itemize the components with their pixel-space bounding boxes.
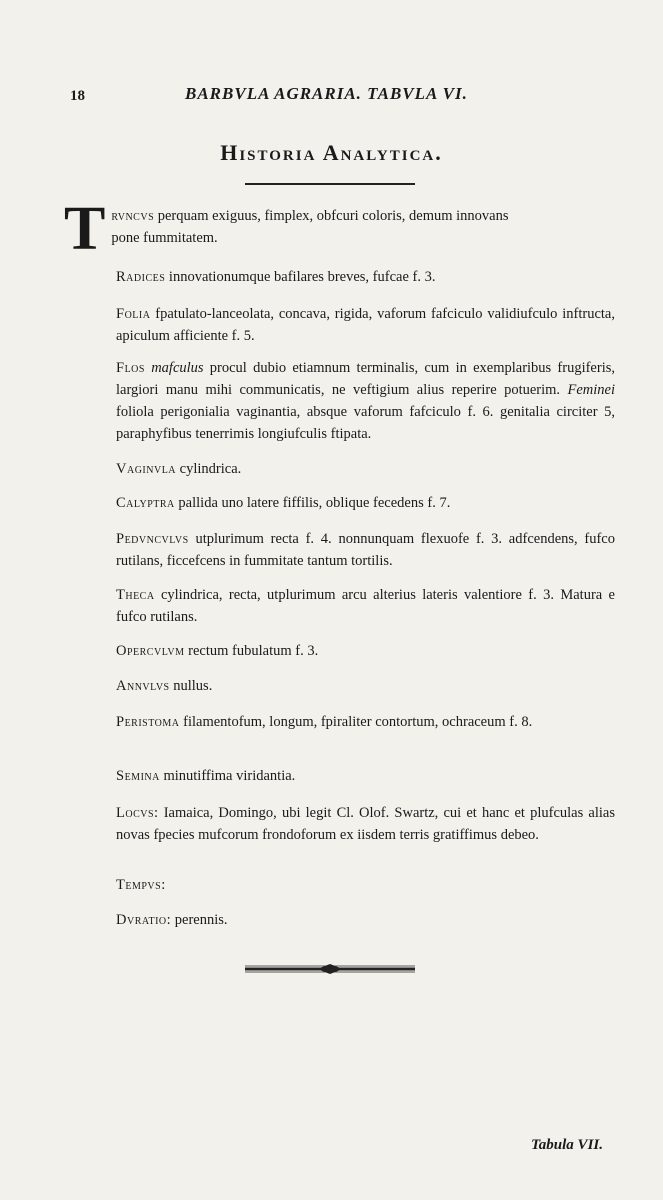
entry-text: innovationumque bafilares breves, fufcae f. 3. (165, 269, 436, 285)
entry-term: Semina (116, 768, 160, 784)
entry-locvs (64, 802, 615, 846)
title-rule (245, 183, 415, 185)
running-title: BARBVLA AGRARIA. TABVLA VI. (185, 84, 468, 103)
entry-theca (64, 584, 615, 628)
entry-pedvncvlvs (64, 528, 615, 572)
ornament-rule (245, 963, 415, 975)
drop-cap: T (64, 195, 106, 263)
entry-text: rectum fubulatum f. 3. (184, 643, 319, 659)
entry-vaginvla (64, 458, 615, 480)
entry-opercvlvm (64, 640, 615, 662)
entry-annvlvs (64, 675, 615, 697)
entry-term: Flos (116, 360, 145, 376)
entry-term: Peristoma (116, 714, 180, 730)
entry-term: Tempvs: (116, 877, 166, 893)
entry-term: Opercvlvm (116, 643, 185, 659)
entry-term: Folia (116, 306, 151, 322)
entry-term: Dvratio: (116, 912, 172, 928)
entry-italic: mafculus (144, 360, 204, 376)
entry-term: Calyptra (116, 495, 175, 511)
entry-text: utplurimum recta f. 4. nonnunquam flexuofe f. 3. adfcendens, fufco rutilans, ficcefcens in fummitate tantum tortilis. (116, 531, 615, 569)
entry-text: cylindrica. (176, 461, 242, 477)
entry-term: Pedvncvlvs (116, 531, 189, 547)
entry-semina (64, 765, 615, 787)
entry-calyptra (64, 492, 615, 514)
entry-text: filamentofum, longum, fpiraliter contortum, ochraceum f. 8. (179, 714, 533, 730)
entry-text-2: foliola perigonialia vaginantia, absque vaforum fafciculo f. 6. genitalia circiter 5, paraphyfibus tenerrimis longiufculis ftipata. (116, 404, 615, 442)
entry-text: perennis. (171, 912, 228, 928)
entry-term: Annvlvs (116, 678, 170, 694)
entry-term: Vaginvla (116, 461, 177, 477)
entry-term: rvncvs (111, 208, 155, 224)
entry-text: fpatulato-lanceolata, concava, rigida, vaforum fafciculo validiufculo inftructa, apiculum afficiente f. 5. (116, 306, 615, 344)
entry-dvratio (64, 909, 615, 931)
page-number: 18 (70, 88, 85, 104)
entry-text: procul dubio etiamnum terminalis, cum in exemplaribus frugiferis, largiori manu mihi communicatis, ne veftigium alius reperire potuerim. (116, 360, 615, 398)
entry-text: minutiffima viridantia. (159, 768, 296, 784)
running-head (70, 84, 603, 108)
catchword: Tabula VII. (531, 1137, 603, 1153)
entry-term: Radices (116, 269, 166, 285)
entry-text: cylindrica, recta, utplurimum arcu alterius lateris valentiore f. 3. Matura e fufco rutilans. (116, 587, 615, 625)
entry-text: Iamaica, Domingo, ubi legit Cl. Olof. Swartz, cui et hanc et plufculas alias novas fpecies mufcorum frondoforum ex iisdem terris gratiffimus debeo. (116, 805, 615, 843)
entry-folia (64, 303, 615, 347)
entry-term: Locvs: (116, 805, 159, 821)
entry-peristoma (64, 711, 615, 733)
section-title: Historia Analytica. (220, 140, 443, 165)
entry-text-cont: pone fummitatem. (111, 230, 218, 246)
entry-trvncvs (64, 195, 615, 263)
entry-flos (64, 357, 615, 445)
entry-text: pallida uno latere fiffilis, oblique fecedens f. 7. (174, 495, 451, 511)
entry-tempvs (64, 874, 615, 896)
entry-radices (64, 266, 615, 288)
entry-italic-2: Feminei (560, 382, 615, 398)
entry-term: Theca (116, 587, 155, 603)
entry-text: perquam exiguus, fimplex, obfcuri coloris, demum innovans (154, 208, 509, 224)
entry-text: nullus. (169, 678, 213, 694)
